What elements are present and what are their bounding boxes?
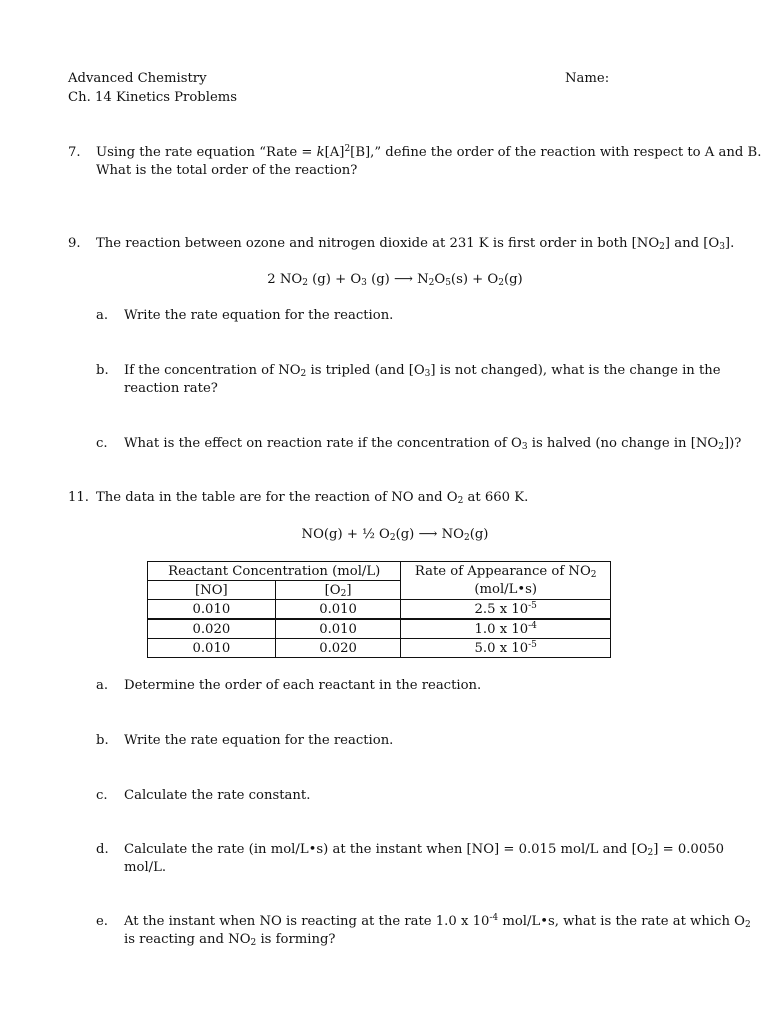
table-col-o2: $[O_2]$ — [275, 581, 401, 600]
table-cell-no: 0.010 — [148, 639, 276, 658]
question-9b-label: b. — [96, 363, 109, 378]
question-9-equation: 2 $NO_2$ $(g) + O_3$ (g) ⟶ $N_2O_5(s) + O_2(g)$ — [267, 272, 523, 288]
question-11b-text: Write the rate equation for the reaction. — [124, 733, 394, 748]
question-11e-label: e. — [96, 914, 108, 929]
chapter-title: Ch. 14 Kinetics Problems — [68, 90, 238, 105]
table-row — [148, 619, 611, 639]
table-header-row — [148, 562, 611, 581]
question-11c-label: c. — [96, 788, 108, 803]
table-row — [148, 600, 611, 620]
question-9-number: 9. — [68, 236, 81, 251]
question-9-intro: The reaction between ozone and nitrogen dioxide at 231 K is first order in both $[NO_2]$ and $[O_3]$. — [96, 236, 735, 252]
question-9b-line-2: reaction rate? — [124, 381, 218, 396]
table-cell-o2: 0.020 — [275, 639, 401, 658]
question-11-equation: NO(g) + ½ $O_2(g)$ ⟶ $NO_2(g)$ — [301, 527, 489, 543]
table-cell-no: 0.020 — [148, 619, 276, 639]
question-9c-label: c. — [96, 436, 108, 451]
question-11d-label: d. — [96, 842, 109, 857]
question-11c-text: Calculate the rate constant. — [124, 788, 311, 803]
table-cell-o2: 0.010 — [275, 600, 401, 620]
question-11a-text: Determine the order of each reactant in the reaction. — [124, 678, 482, 693]
table-cell-rate: 2.5 x $10^{-5}$ — [401, 600, 611, 620]
question-9a-text: Write the rate equation for the reaction. — [124, 308, 394, 323]
question-9a-label: a. — [96, 308, 109, 323]
table-cell-no: 0.010 — [148, 600, 276, 620]
table-group-header: Reactant Concentration (mol/L) — [148, 562, 401, 581]
question-7-line-1: Using the rate equation “Rate = $k[A]^2[B]$,” define the order of the reaction with respect to A and B. — [96, 144, 762, 160]
table-col-no: [NO] — [148, 581, 276, 600]
table-row — [148, 639, 611, 658]
course-title: Advanced Chemistry — [68, 71, 207, 86]
question-7-line-2: What is the total order of the reaction? — [96, 163, 358, 178]
table-rate-header: Rate of Appearance of $NO_2$ (mol/L•s) — [401, 562, 611, 600]
question-11d-line-1: Calculate the rate (in mol/L•s) at the instant when [NO] = 0.015 mol/L and $[O_2] = 0.0050$ — [124, 842, 724, 858]
question-9b-line-1: If the concentration of $NO_2$ is tripled (and $[O_3]$ is not changed), what is the change in the — [124, 363, 721, 379]
question-11e-line-1: At the instant when NO is reacting at the rate 1.0 x $10^{-4}$ mol/L•s, what is the rate at which $O_2$ — [124, 913, 751, 930]
question-7-number: 7. — [68, 145, 81, 160]
question-11b-label: b. — [96, 733, 109, 748]
table-cell-o2: 0.010 — [275, 619, 401, 639]
question-11-number: 11. — [68, 490, 89, 505]
question-11e-line-2: is reacting and $NO_2$ is forming? — [124, 932, 336, 948]
rate-data-table — [147, 561, 611, 658]
question-9c-text: What is the effect on reaction rate if the concentration of $O_3$ is halved (no change in $[NO_2]$)? — [124, 436, 742, 452]
name-label: Name: — [565, 71, 610, 86]
question-11a-label: a. — [96, 678, 109, 693]
table-cell-rate: 1.0 x $10^{-4}$ — [401, 619, 611, 639]
table-cell-rate: 5.0 x $10^{-5}$ — [401, 639, 611, 658]
question-11-intro: The data in the table are for the reaction of NO and $O_2$ at 660 K. — [96, 490, 529, 506]
question-11d-line-2: mol/L. — [124, 860, 167, 875]
